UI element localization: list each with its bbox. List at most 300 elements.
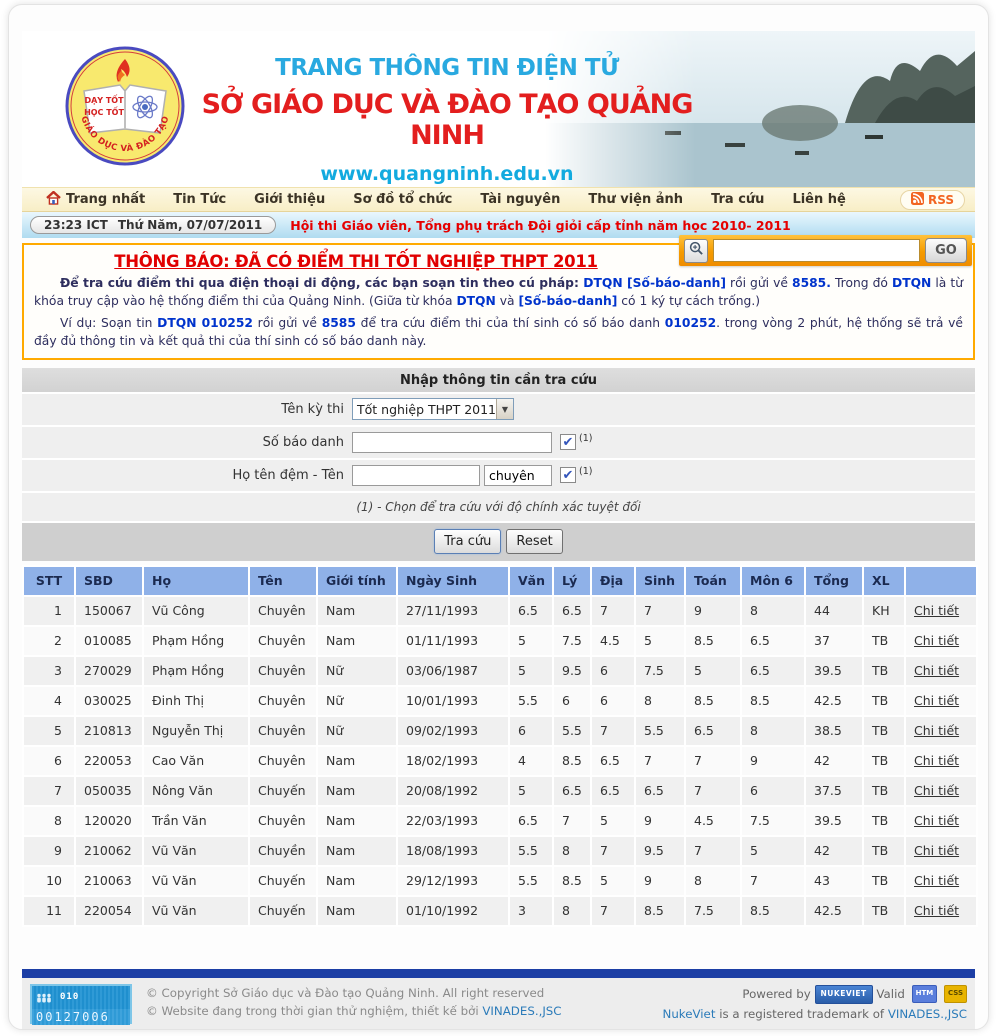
detail-link[interactable]: Chi tiết <box>914 813 960 829</box>
footer-divider-bar <box>22 969 975 978</box>
cell-ngay-sinh: 29/12/1993 <box>398 867 508 895</box>
copyright-line-2 <box>146 1002 663 1020</box>
date-text: Thứ Năm, 07/07/2011 <box>117 218 263 232</box>
cell-tong: 42 <box>806 837 862 865</box>
cell-mon6: 9 <box>742 747 804 775</box>
cell-sinh: 9.5 <box>636 837 684 865</box>
cell-xl: TB <box>864 867 904 895</box>
cell-ngay-sinh: 20/08/1992 <box>398 777 508 805</box>
cell-gioi-tinh: Nữ <box>318 657 396 685</box>
cell-dia: 7 <box>592 597 634 625</box>
nav-item-lookup[interactable] <box>697 192 778 207</box>
cell-van: 5.5 <box>510 837 552 865</box>
cell-stt: 2 <box>24 627 74 655</box>
cell-ten: Chuyên <box>250 747 316 775</box>
cell-ho: Phạm Hồng <box>144 657 248 685</box>
table-row <box>24 717 976 745</box>
vinades-link-2[interactable]: VINADES.,JSC <box>887 1006 967 1021</box>
cell-ly: 7 <box>554 807 590 835</box>
notice-text: . trong vòng 2 phút, hệ thống sẽ trả về đầy đủ thông tin và kết quả thi của thí sinh có số báo danh này. <box>34 315 963 349</box>
form-row-name <box>22 460 975 493</box>
department-logo <box>64 45 186 171</box>
rss-label: RSS <box>928 193 954 207</box>
vinades-link[interactable]: VINADES.,JSC <box>482 1004 562 1019</box>
form-row-sbd <box>22 427 975 460</box>
detail-link[interactable]: Chi tiết <box>914 603 960 619</box>
detail-link[interactable]: Chi tiết <box>914 663 960 679</box>
cell-tong: 42.5 <box>806 687 862 715</box>
cell-ngay-sinh: 01/10/1992 <box>398 897 508 925</box>
cell-sbd: 220053 <box>76 747 142 775</box>
sbd-sup-note: (1) <box>579 432 593 444</box>
time-text: 23:23 ICT <box>44 218 108 232</box>
cell-ngay-sinh: 09/02/1993 <box>398 717 508 745</box>
nukeviet-badge[interactable]: NUKEVIET <box>815 985 873 1004</box>
cell-stt: 8 <box>24 807 74 835</box>
notice-keyword: 010252 <box>664 315 717 330</box>
col-header-detail <box>906 567 976 595</box>
cell-dia: 7 <box>592 897 634 925</box>
news-ticker[interactable]: Hội thi Giáo viên, Tổng phụ trách Đội giỏi cấp tỉnh năm học 2010- 2011 <box>290 217 791 233</box>
nav-item-resources[interactable] <box>466 192 574 207</box>
nav-item-about[interactable] <box>240 192 339 207</box>
cell-ly: 6.5 <box>554 597 590 625</box>
notice-text: rồi gửi về <box>252 315 322 330</box>
cell-xl: TB <box>864 837 904 865</box>
cell-tong: 39.5 <box>806 657 862 685</box>
results-table <box>22 565 978 927</box>
check-icon: ✔ <box>562 434 574 450</box>
col-header-xl: XL <box>864 567 904 595</box>
table-row <box>24 687 976 715</box>
nav-item-label: Tài nguyên <box>480 192 561 207</box>
cell-sinh: 6.5 <box>636 777 684 805</box>
cell-detail <box>906 687 976 715</box>
cell-gioi-tinh: Nam <box>318 597 396 625</box>
site-header <box>22 31 975 187</box>
clock-pill <box>30 216 276 234</box>
cell-detail <box>906 597 976 625</box>
notice-keyword: DTQN 010252 <box>157 315 253 330</box>
form-title: Nhập thông tin cần tra cứu <box>22 368 975 394</box>
cell-tong: 42.5 <box>806 897 862 925</box>
notice-paragraph-2 <box>34 314 963 351</box>
cell-stt: 1 <box>24 597 74 625</box>
cell-dia: 5 <box>592 807 634 835</box>
nav-item-label: Tin Tức <box>173 192 227 207</box>
cell-ly: 8 <box>554 837 590 865</box>
cell-ten: Chuyên <box>250 657 316 685</box>
exam-select-value: Tốt nghiệp THPT 2011 <box>357 401 496 417</box>
name-exact-checkbox[interactable] <box>560 467 576 483</box>
notice-keyword: 8585 <box>321 315 356 330</box>
cell-van: 3 <box>510 897 552 925</box>
valid-text: Valid <box>876 986 905 1001</box>
cell-stt: 10 <box>24 867 74 895</box>
cell-stt: 7 <box>24 777 74 805</box>
site-url: www.quangninh.edu.vn <box>320 163 574 185</box>
cell-xl: TB <box>864 897 904 925</box>
cell-toan: 8.5 <box>686 627 740 655</box>
cell-ly: 8.5 <box>554 747 590 775</box>
search-bar <box>679 235 972 266</box>
site-footer <box>22 978 975 1030</box>
cell-dia: 7 <box>592 837 634 865</box>
nav-item-home[interactable] <box>32 191 159 209</box>
cell-toan: 4.5 <box>686 807 740 835</box>
cell-ho: Phạm Hồng <box>144 627 248 655</box>
cell-van: 5 <box>510 657 552 685</box>
cell-dia: 6.5 <box>592 747 634 775</box>
cell-sbd: 210062 <box>76 837 142 865</box>
cell-ten: Chuyên <box>250 687 316 715</box>
cell-tong: 38.5 <box>806 717 862 745</box>
cell-mon6: 8 <box>742 717 804 745</box>
cell-ho: Vũ Công <box>144 597 248 625</box>
cell-ho: Vũ Văn <box>144 897 248 925</box>
main-window <box>8 4 989 1030</box>
cell-detail <box>906 867 976 895</box>
cell-sbd: 220054 <box>76 897 142 925</box>
table-row <box>24 777 976 805</box>
cell-gioi-tinh: Nữ <box>318 687 396 715</box>
sbd-input[interactable] <box>352 432 552 453</box>
notice-title: THÔNG BÁO: ĐÃ CÓ ĐIỂM THI TỐT NGHIỆP THPT 2011 <box>114 252 598 271</box>
cell-ten: Chuyên <box>250 717 316 745</box>
cell-toan: 8.5 <box>686 687 740 715</box>
cell-detail <box>906 747 976 775</box>
cell-toan: 8 <box>686 867 740 895</box>
col-header-van: Văn <box>510 567 552 595</box>
nav-item-news[interactable] <box>159 192 240 207</box>
table-row <box>24 627 976 655</box>
results-header-row <box>24 567 976 595</box>
nav-item-contact[interactable] <box>778 192 859 207</box>
cell-ngay-sinh: 03/06/1987 <box>398 657 508 685</box>
cell-xl: TB <box>864 657 904 685</box>
powered-by-text: Powered by <box>742 986 811 1001</box>
valid-html-icon[interactable]: HTM <box>912 985 938 1003</box>
cell-detail <box>906 897 976 925</box>
cell-ngay-sinh: 01/11/1993 <box>398 627 508 655</box>
first-name-input[interactable] <box>484 465 552 486</box>
cell-sbd: 270029 <box>76 657 142 685</box>
nav-item-label: Tra cứu <box>711 192 765 207</box>
cell-dia: 6 <box>592 657 634 685</box>
cell-van: 5 <box>510 627 552 655</box>
results-tbody <box>24 597 976 925</box>
cell-gioi-tinh: Nam <box>318 777 396 805</box>
cell-stt: 5 <box>24 717 74 745</box>
form-footnote: (1) - Chọn để tra cứu với độ chính xác tuyệt đối <box>22 493 975 523</box>
cell-ten: Chuyên <box>250 627 316 655</box>
form-row-exam <box>22 394 975 427</box>
cell-sinh: 5 <box>636 627 684 655</box>
table-row <box>24 657 976 685</box>
cell-dia: 7 <box>592 717 634 745</box>
col-header-sbd: SBD <box>76 567 142 595</box>
cell-sinh: 5.5 <box>636 717 684 745</box>
cell-dia: 6.5 <box>592 777 634 805</box>
nav-item-label: Giới thiệu <box>254 192 326 207</box>
name-sup-note: (1) <box>579 465 593 477</box>
col-header-gioi-tinh: Giới tính <box>318 567 396 595</box>
trademark-text: is a registered trademark of <box>715 1006 888 1021</box>
cell-xl: TB <box>864 627 904 655</box>
cell-tong: 37 <box>806 627 862 655</box>
detail-link[interactable]: Chi tiết <box>914 693 960 709</box>
cell-detail <box>906 837 976 865</box>
cell-toan: 5 <box>686 657 740 685</box>
col-header-sinh: Sinh <box>636 567 684 595</box>
cell-ly: 6.5 <box>554 777 590 805</box>
main-nav <box>22 187 975 212</box>
search-go-button[interactable]: GO <box>925 238 967 263</box>
nav-item-label: Sơ đồ tổ chức <box>353 192 453 207</box>
cell-detail <box>906 717 976 745</box>
cell-toan: 7 <box>686 837 740 865</box>
name-label: Họ tên đệm - Tên <box>232 467 344 483</box>
cell-mon6: 7 <box>742 867 804 895</box>
nav-item-label: Liên hệ <box>792 192 846 207</box>
col-header-ho: Họ <box>144 567 248 595</box>
table-row <box>24 867 976 895</box>
detail-link[interactable]: Chi tiết <box>914 783 960 799</box>
table-row <box>24 837 976 865</box>
cell-detail <box>906 657 976 685</box>
cell-ngay-sinh: 18/08/1993 <box>398 837 508 865</box>
cell-sbd: 150067 <box>76 597 142 625</box>
valid-css-icon[interactable]: CSS <box>944 985 967 1003</box>
cell-gioi-tinh: Nam <box>318 747 396 775</box>
counter-total: 00127006 <box>32 1009 130 1025</box>
notice-text: rồi gửi về <box>725 276 793 290</box>
cell-van: 4 <box>510 747 552 775</box>
cell-van: 5.5 <box>510 867 552 895</box>
nav-item-org-chart[interactable] <box>339 192 466 207</box>
cell-sinh: 9 <box>636 807 684 835</box>
nav-item-photo-library[interactable] <box>574 192 697 207</box>
cell-sinh: 8 <box>636 687 684 715</box>
visitors-icon <box>36 988 52 1007</box>
home-icon <box>46 191 61 209</box>
cell-gioi-tinh: Nam <box>318 867 396 895</box>
detail-link[interactable]: Chi tiết <box>914 843 960 859</box>
detail-link[interactable]: Chi tiết <box>914 753 960 769</box>
cell-ho: Trần Văn <box>144 807 248 835</box>
detail-link[interactable]: Chi tiết <box>914 873 960 889</box>
cell-tong: 43 <box>806 867 862 895</box>
cell-sbd: 050035 <box>76 777 142 805</box>
cell-van: 6.5 <box>510 597 552 625</box>
magnifier-icon <box>689 241 704 260</box>
site-subtitle: TRANG THÔNG TIN ĐIỆN TỬ <box>275 55 619 81</box>
cell-ho: Nguyễn Thị <box>144 717 248 745</box>
detail-link[interactable]: Chi tiết <box>914 903 960 919</box>
cell-xl: TB <box>864 687 904 715</box>
exam-label: Tên kỳ thi <box>281 401 344 417</box>
logo-ring-text: GIÁO DỤC VÀ ĐÀO TẠO <box>78 114 172 155</box>
cell-sinh: 7 <box>636 747 684 775</box>
cell-xl: TB <box>864 747 904 775</box>
table-row <box>24 597 976 625</box>
cell-gioi-tinh: Nam <box>318 807 396 835</box>
cell-mon6: 8.5 <box>742 897 804 925</box>
cell-mon6: 6 <box>742 777 804 805</box>
cell-stt: 11 <box>24 897 74 925</box>
visitor-counter <box>30 984 132 1024</box>
notice-keyword: [Số-báo-danh] <box>518 294 618 309</box>
cell-ngay-sinh: 27/11/1993 <box>398 597 508 625</box>
search-icon-button[interactable] <box>684 239 708 263</box>
cell-ten: Chuyên <box>250 597 316 625</box>
cell-van: 6 <box>510 717 552 745</box>
cell-ten: Chuyến <box>250 867 316 895</box>
detail-link[interactable]: Chi tiết <box>914 723 960 739</box>
detail-link[interactable]: Chi tiết <box>914 633 960 649</box>
col-header-stt: STT <box>24 567 74 595</box>
cell-xl: TB <box>864 807 904 835</box>
copyright-line-1: © Copyright Sở Giáo dục và Đào tạo Quảng Ninh. All right reserved <box>146 985 545 1000</box>
cell-ly: 8.5 <box>554 867 590 895</box>
cell-toan: 7 <box>686 747 740 775</box>
cell-toan: 9 <box>686 597 740 625</box>
cell-ngay-sinh: 22/03/1993 <box>398 807 508 835</box>
cell-sinh: 7 <box>636 597 684 625</box>
cell-xl: TB <box>864 717 904 745</box>
middle-name-input[interactable] <box>352 465 480 486</box>
sbd-exact-checkbox[interactable] <box>560 434 576 450</box>
notice-text: Trong đó <box>830 276 892 290</box>
nukeviet-link[interactable]: NukeViet <box>662 1006 716 1021</box>
cell-gioi-tinh: Nam <box>318 627 396 655</box>
col-header-ten: Tên <box>250 567 316 595</box>
cell-mon6: 5 <box>742 837 804 865</box>
chevron-down-icon[interactable]: ▼ <box>496 399 513 419</box>
table-row <box>24 807 976 835</box>
notice-keyword: DTQN [Số-báo-danh] <box>583 276 726 290</box>
cell-gioi-tinh: Nữ <box>318 717 396 745</box>
cell-sinh: 7.5 <box>636 657 684 685</box>
cell-mon6: 7.5 <box>742 807 804 835</box>
cell-sbd: 030025 <box>76 687 142 715</box>
cell-detail <box>906 777 976 805</box>
search-input[interactable] <box>713 239 920 262</box>
cell-stt: 9 <box>24 837 74 865</box>
cell-ly: 5.5 <box>554 717 590 745</box>
cell-detail <box>906 807 976 835</box>
notice-paragraph-1 <box>34 274 963 311</box>
submit-button[interactable]: Tra cứu <box>434 529 501 554</box>
notice-text: Để tra cứu điểm thi qua điện thoại di động, các bạn soạn tin theo cú pháp: <box>60 276 584 290</box>
logo-motto-2: HỌC TỐT <box>84 108 124 117</box>
notice-text: là từ khóa truy cập vào hệ thống điểm thi của Quảng Ninh. (Giữa từ khóa <box>34 276 964 309</box>
exam-select[interactable] <box>352 398 514 420</box>
notice-text: để tra cứu điểm thi của thí sinh có số báo danh <box>355 315 665 330</box>
cell-mon6: 8.5 <box>742 687 804 715</box>
col-header-mon6: Môn 6 <box>742 567 804 595</box>
col-header-ly: Lý <box>554 567 590 595</box>
results-table-wrap <box>22 565 975 927</box>
cell-ngay-sinh: 10/01/1993 <box>398 687 508 715</box>
cell-dia: 4.5 <box>592 627 634 655</box>
cell-xl: KH <box>864 597 904 625</box>
cell-stt: 3 <box>24 657 74 685</box>
cell-ngay-sinh: 18/02/1993 <box>398 747 508 775</box>
cell-mon6: 6.5 <box>742 627 804 655</box>
rss-icon <box>911 192 924 208</box>
cell-ten: Chuyến <box>250 777 316 805</box>
cell-toan: 7.5 <box>686 897 740 925</box>
cell-dia: 5 <box>592 867 634 895</box>
table-row <box>24 897 976 925</box>
cell-ly: 7.5 <box>554 627 590 655</box>
cell-mon6: 6.5 <box>742 657 804 685</box>
table-row <box>24 747 976 775</box>
col-header-dia: Địa <box>592 567 634 595</box>
cell-ly: 9.5 <box>554 657 590 685</box>
col-header-ngay-sinh: Ngày Sinh <box>398 567 508 595</box>
cell-sbd: 010085 <box>76 627 142 655</box>
form-buttons <box>22 523 975 561</box>
notice-text: có 1 ký tự cách trống.) <box>617 294 761 309</box>
notice-keyword: DTQN <box>892 276 932 290</box>
nav-item-label: Trang nhất <box>66 192 146 207</box>
cell-tong: 39.5 <box>806 807 862 835</box>
notice-keyword: DTQN <box>456 294 496 309</box>
copyright-text: © Website đang trong thời gian thử nghiệm, thiết kế bởi <box>146 1004 483 1019</box>
cell-detail <box>906 627 976 655</box>
cell-van: 6.5 <box>510 807 552 835</box>
cell-tong: 42 <box>806 747 862 775</box>
trademark-line <box>663 1004 968 1024</box>
notice-text: và <box>495 294 519 309</box>
cell-sbd: 210063 <box>76 867 142 895</box>
cell-sinh: 9 <box>636 867 684 895</box>
cell-xl: TB <box>864 777 904 805</box>
cell-ho: Nông Văn <box>144 777 248 805</box>
cell-sinh: 8.5 <box>636 897 684 925</box>
cell-ly: 8 <box>554 897 590 925</box>
cell-tong: 37.5 <box>806 777 862 805</box>
lookup-form <box>22 368 975 561</box>
cell-ho: Vũ Văn <box>144 837 248 865</box>
cell-sbd: 120020 <box>76 807 142 835</box>
cell-gioi-tinh: Nam <box>318 837 396 865</box>
cell-ho: Vũ Văn <box>144 867 248 895</box>
reset-button[interactable]: Reset <box>506 529 562 554</box>
logo-motto-1: DẠY TỐT <box>84 96 124 105</box>
cell-gioi-tinh: Nam <box>318 897 396 925</box>
cell-van: 5 <box>510 777 552 805</box>
cell-toan: 6.5 <box>686 717 740 745</box>
cell-stt: 4 <box>24 687 74 715</box>
cell-mon6: 8 <box>742 597 804 625</box>
cell-ly: 6 <box>554 687 590 715</box>
cell-dia: 6 <box>592 687 634 715</box>
col-header-toan: Toán <box>686 567 740 595</box>
cell-sbd: 210813 <box>76 717 142 745</box>
cell-van: 5.5 <box>510 687 552 715</box>
cell-ho: Cao Văn <box>144 747 248 775</box>
cell-toan: 7 <box>686 777 740 805</box>
cell-ten: Chuyến <box>250 897 316 925</box>
notice-text: Ví dụ: Soạn tin <box>60 315 158 330</box>
sbd-label: Số báo danh <box>262 434 344 450</box>
cell-ten: Chuyền <box>250 837 316 865</box>
cell-ho: Đinh Thị <box>144 687 248 715</box>
rss-button[interactable] <box>900 190 965 210</box>
